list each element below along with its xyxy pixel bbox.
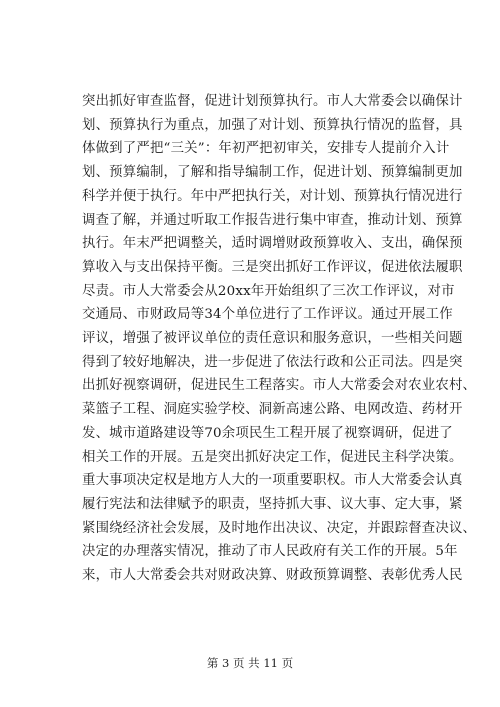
text-line: 评议，增强了被评议单位的责任意识和服务意识，一些相关问题 <box>82 331 463 347</box>
text-line: 决定的办理落实情况，推动了市人民政府有关工作的开展。5年 <box>82 544 458 560</box>
text-line: 紧围绕经济社会发展，及时地作出决议、决定，并跟踪督查决议、 <box>82 520 477 536</box>
text-line: 履行宪法和法律赋予的职责，坚持抓大事、议大事、定大事，紧 <box>82 496 463 512</box>
text-line: 执行。年末严把调整关，适时调增财政预算收入、支出，确保预 <box>82 236 463 252</box>
text-line: 划、预算执行为重点，加强了对计划、预算执行情况的监督，具 <box>82 117 463 133</box>
page-number-footer: 第 3 页 共 11 页 <box>206 656 294 670</box>
text-line: 重大事项决定权是地方人大的一项重要职权。市人大常委会认真 <box>82 473 463 489</box>
text-line: 体做到了严把“三关”：年初严把初审关，安排专人提前介入计 <box>82 141 450 157</box>
text-line: 得到了较好地解决，进一步促进了依法行政和公正司法。四是突 <box>82 354 463 370</box>
text-line: 来，市人大常委会共对财政决算、财政预算调整、表彰优秀人民 <box>82 568 463 584</box>
text-line: 尽责。市人大常委会从20xx年开始组织了三次工作评议，对市 <box>82 283 455 299</box>
text-line: 划、预算编制，了解和指导编制工作，促进计划、预算编制更加 <box>82 165 463 181</box>
text-line: 交通局、市财政局等34个单位进行了工作评议。通过开展工作 <box>82 307 453 323</box>
text-line: 出抓好视察调研，促进民生工程落实。市人大常委会对农业农村、 <box>82 378 477 394</box>
text-line: 菜篮子工程、洞庭实验学校、洞新高速公路、电网改造、药材开 <box>82 402 463 418</box>
text-line: 调查了解，并通过听取工作报告进行集中审查，推动计划、预算 <box>82 212 463 228</box>
text-line: 相关工作的开展。五是突出抓好决定工作，促进民主科学决策。 <box>82 449 463 465</box>
text-line: 发、城市道路建设等70余项民生工程开展了视察调研，促进了 <box>82 425 453 441</box>
text-line: 突出抓好审查监督，促进计划预算执行。市人大常委会以确保计 <box>82 94 463 109</box>
text-line: 算收入与支出保持平衡。三是突出抓好工作评议，促进依法履职 <box>82 259 463 275</box>
text-line: 科学并便于执行。年中严把执行关，对计划、预算执行情况进行 <box>82 188 463 204</box>
document-body <box>82 90 477 588</box>
